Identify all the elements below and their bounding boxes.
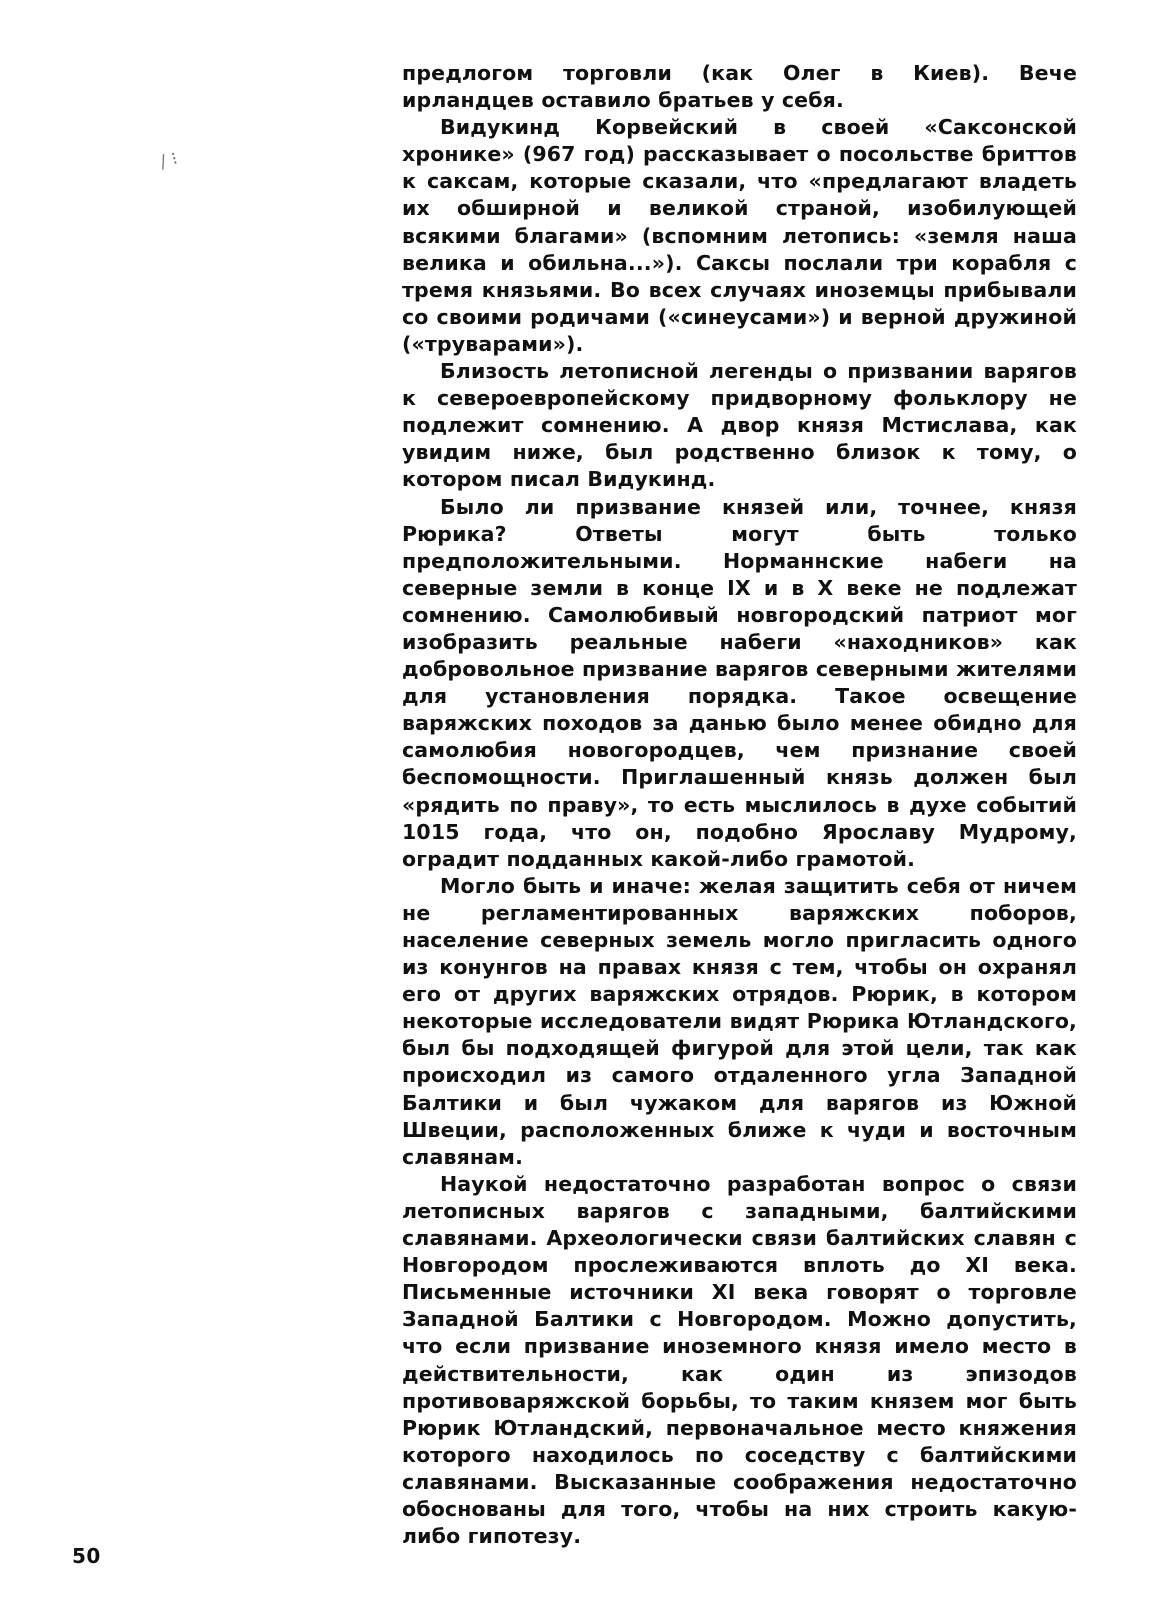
paragraph-2: Видукинд Корвейский в своей «Саксонской хронике» (967 год) рассказывает о посольстве бриттов к саксам, которые сказали, что «предлагают владеть их обширной и великой страной, изобилующей всякими благами» (вспомним летопись: «земля наша велика и обильна...»). Саксы послали три корабля с тремя князьями. Во всех случаях иноземцы прибывали со своими родичами («синеусами») и верной дружиной («труварами»). <box>402 115 1077 356</box>
page-number: 50 <box>72 1544 101 1568</box>
paragraph-3: Близость летописной легенды о призвании варягов к североевропейскому придворному фольклору не подлежит сомнению. А двор князя Мстислава, как увидим ниже, был родственно близок к тому, о котором писал Видукинд. <box>402 359 1077 492</box>
paragraph-6: Наукой недостаточно разработан вопрос о связи летописных варягов с западными, балтийскими славянами. Археологически связи балтийских славян с Новгородом прослеживаются вплоть до XI века. Письменные источники XI века говорят о торговле Западной Балтики с Новгородом. Можно допустить, что если призвание иноземного князя имело место в действительности, как один из эпизодов противоваряжской борьбы, то таким князем мог быть Рюрик Ютландский, первоначальное место княжения которого находилось по соседству с балтийскими славянами. Высказанные соображения недостаточно обоснованы для того, чтобы на них строить какую-либо гипотезу. <box>402 1171 1077 1549</box>
paragraph-4: Было ли призвание князей или, точнее, князя Рюрика? Ответы могут быть только предположительными. Норманнские набеги на северные земли в конце IX и в X веке не подлежат сомнению. Самолюбивый новгородский патриот мог изобразить реальные набеги «находников» как добровольное призвание варягов северными жителями для установления порядка. Такое освещение варяжских походов за данью было менее обидно для самолюбия новогородцев, чем признание своей беспомощности. Приглашенный князь должен был «рядить по праву», то есть мыслилось в духе событий 1015 года, что он, подобно Ярославу Мудрому, оградит подданных какой-либо грамотой. <box>402 494 1077 871</box>
text-column <box>402 60 1077 1550</box>
stray-pencil-mark: / ⁝ <box>157 148 180 173</box>
paragraph-1: предлогом торговли (как Олег в Киев). Вече ирландцев оставило братьев у себя. <box>402 61 1077 113</box>
paragraph-5: Могло быть и иначе: желая защитить себя от ничем не регламентированных варяжских поборов, население северных земель могло пригласить одного из конунгов на правах князя с тем, чтобы он охранял его от других варяжских отрядов. Рюрик, в котором некоторые исследователи видят Рюрика Ютландского, был бы подходящей фигурой для этой цели, так как происходил из самого отдаленного угла Западной Балтики и был чужаком для варягов из Южной Швеции, расположенных ближе к чуди и восточным славянам. <box>402 873 1077 1169</box>
